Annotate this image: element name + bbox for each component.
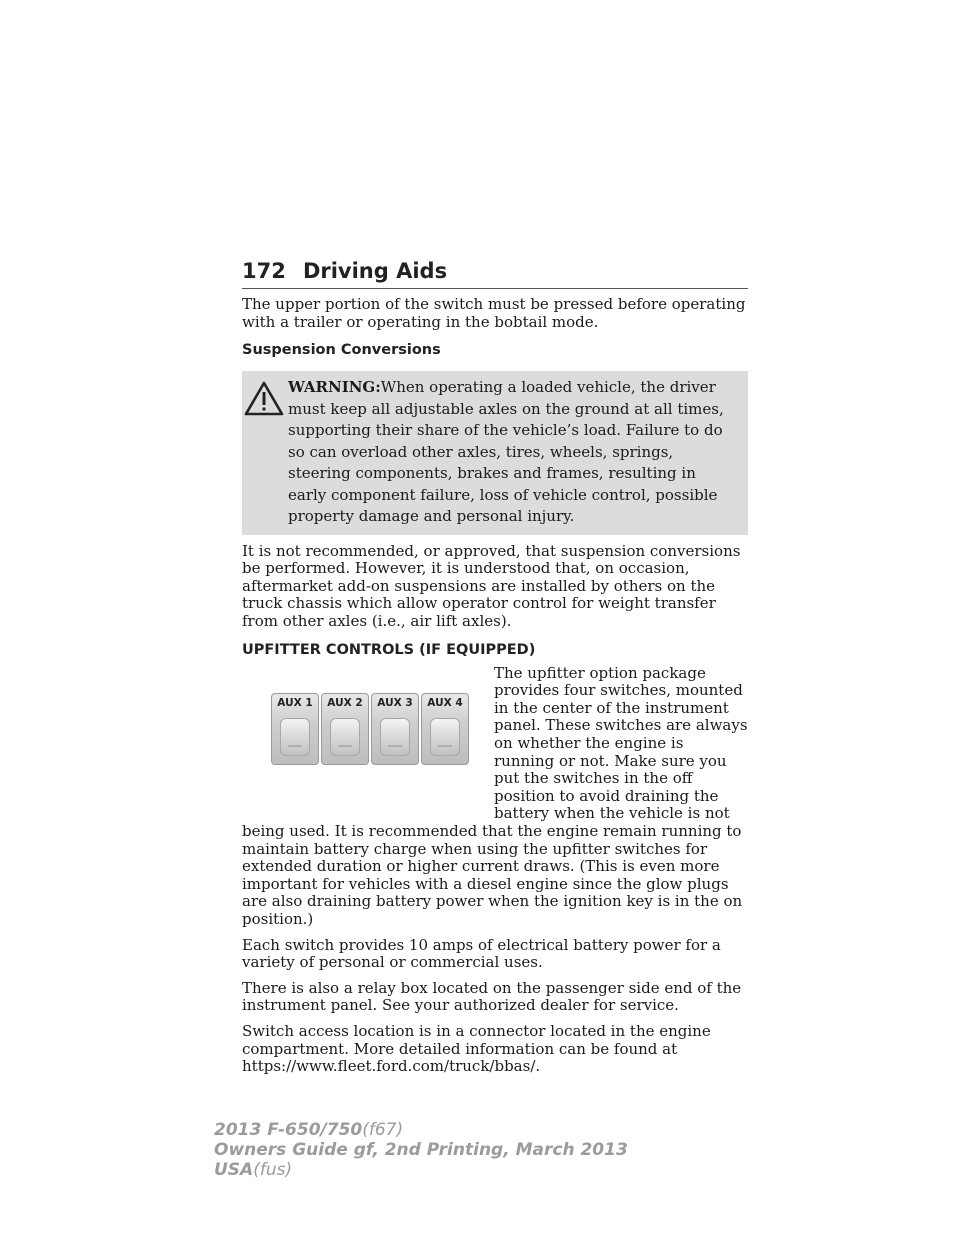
warning-triangle-icon bbox=[244, 381, 284, 417]
footer-line-2: Owners Guide gf, 2nd Printing, March 2013 bbox=[214, 1140, 628, 1160]
access-location-paragraph: Switch access location is in a connector located in the engine compartment. More detailed information can be found at https://www.fleet.ford.com/truck/bbas/. bbox=[242, 1021, 711, 1076]
footer-model: 2013 F-650/750 bbox=[214, 1120, 363, 1140]
aux-switch-4 bbox=[421, 693, 469, 765]
page-header bbox=[242, 258, 748, 284]
intro-paragraph: The upper portion of the switch must be pressed before operating with a trailer or operating in the bobtail mode. bbox=[242, 295, 746, 331]
aux-switch-2 bbox=[321, 693, 369, 765]
aux-switch-label: AUX 3 bbox=[377, 696, 413, 709]
aux-switch-panel-image bbox=[242, 665, 482, 815]
aux-switch-3 bbox=[371, 693, 419, 765]
footer-line-1 bbox=[214, 1120, 628, 1140]
footer-market-code: (fus) bbox=[253, 1160, 293, 1180]
aux-switch-1 bbox=[271, 693, 319, 765]
warning-text bbox=[242, 377, 738, 528]
footer-model-code: (f67) bbox=[362, 1120, 404, 1140]
warning-box bbox=[242, 371, 748, 535]
switch-amps-paragraph: Each switch provides 10 amps of electrical battery power for a variety of personal or commercial uses. bbox=[242, 935, 721, 972]
rocker-icon bbox=[280, 718, 310, 756]
upfitter-heading: UPFITTER CONTROLS (IF EQUIPPED) bbox=[242, 641, 536, 658]
suspension-paragraph: It is not recommended, or approved, that suspension conversions be performed. However, it is understood that, on occasion, aftermarket add-on suspensions are installed by others on the truck chassis which allow operator control for weight transfer from other axles (i.e., air lift axles). bbox=[242, 541, 741, 631]
rocker-icon bbox=[430, 718, 460, 756]
aux-switch-label: AUX 2 bbox=[327, 696, 363, 709]
aux-switch-label: AUX 1 bbox=[277, 696, 313, 709]
relay-box-paragraph: There is also a relay box located on the passenger side end of the instrument panel. See your authorized dealer for service. bbox=[242, 978, 742, 1015]
upfitter-paragraph: The upfitter option package provides four switches, mounted in the center of the instrument panel. These switches are always on whether the engine is running or not. Make sure you put the switches in the off position to avoid draining the battery when the vehicle is not being used. It is recommended that the engine remain running to maintain battery charge when using the upfitter switches for extended duration or higher current draws. (This is even more important for vehicles with a diesel engine since the glow plugs are also draining battery power when the ignition key is in the on position.) bbox=[242, 663, 748, 928]
rocker-icon bbox=[330, 718, 360, 756]
section-title: Driving Aids bbox=[302, 259, 448, 283]
aux-switch-label: AUX 4 bbox=[427, 696, 463, 709]
page-number: 172 bbox=[242, 259, 286, 283]
print-footer bbox=[214, 1120, 628, 1180]
rocker-icon bbox=[380, 718, 410, 756]
footer-line-3 bbox=[214, 1160, 628, 1180]
upfitter-section bbox=[242, 665, 748, 929]
aux-switches bbox=[271, 693, 469, 765]
warning-body: When operating a loaded vehicle, the driver must keep all adjustable axles on the ground at all times, supporting their share of the vehicle’s load. Failure to do so can overload other axles, tires, wheels, springs, steering components, brakes and frames, resulting in early component failure, loss of vehicle control, possible property damage and personal injury. bbox=[288, 378, 724, 526]
warning-lead: WARNING: bbox=[288, 378, 381, 397]
page-body bbox=[242, 296, 748, 1076]
suspension-heading: Suspension Conversions bbox=[242, 342, 441, 359]
header-rule bbox=[242, 288, 748, 289]
footer-market: USA bbox=[214, 1160, 254, 1180]
